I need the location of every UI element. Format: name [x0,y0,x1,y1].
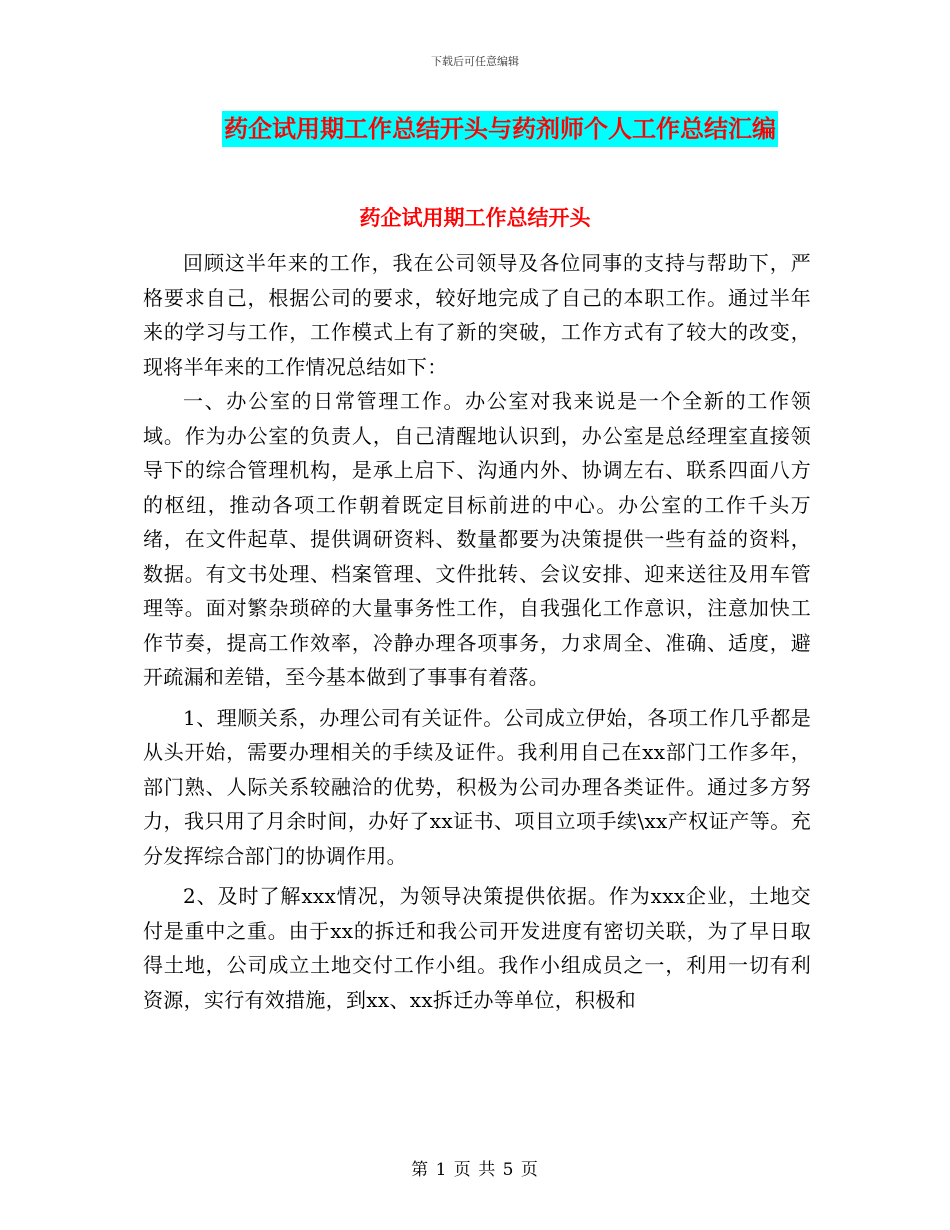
document-title-container [0,111,950,147]
paragraph-item-2: 2、及时了解xxx情况，为领导决策提供依据。作为xxx企业，土地交付是重中之重。由于xx的拆迁和我公司开发进度有密切关联，为了早日取得土地，公司成立土地交付工作小组。我作小组成员之一，利用一切有利资源，实行有效措施，到xx、xx拆迁办等单位，积极和 [143,884,811,1012]
section-title: 药企试用期工作总结开头 [359,206,591,230]
page-header-note: 下载后可任意编辑 [431,55,519,68]
paragraph-intro: 回顾这半年来的工作，我在公司领导及各位同事的支持与帮助下，严格要求自己，根据公司的要求，较好地完成了自己的本职工作。通过半年来的学习与工作，工作模式上有了新的突破，工作方式有了较大的改变，现将半年来的工作情况总结如下： [143,251,811,379]
paragraph-item-1: 1、理顺关系，办理公司有关证件。公司成立伊始，各项工作几乎都是从头开始，需要办理相关的手续及证件。我利用自己在xx部门工作多年，部门熟、人际关系较融洽的优势，积极为公司办理各类证件。通过多方努力，我只用了月余时间，办好了xx证书、项目立项手续\xx产权证产等。充分发挥综合部门的协调作用。 [143,705,811,868]
body-text [143,246,811,1017]
paragraph-office-management: 一、办公室的日常管理工作。办公室对我来说是一个全新的工作领域。作为办公室的负责人，自己清醒地认识到，办公室是总经理室直接领导下的综合管理机构，是承上启下、沟通内外、协调左右、联系四面八方的枢纽，推动各项工作朝着既定目标前进的中心。办公室的工作千头万绪，在文件起草、提供调研资料、数量都要为决策提供一些有益的资料，数据。有文书处理、档案管理、文件批转、会议安排、迎来送往及用车管理等。面对繁杂琐碎的大量事务性工作，自我强化工作意识，注意加快工作节奏，提高工作效率，冷静办理各项事务，力求周全、准确、适度，避开疏漏和差错，至今基本做到了事事有着落。 [143,389,811,689]
page-footer: 第 1 页 共 5 页 [411,1160,539,1180]
document-title: 药企试用期工作总结开头与药剂师个人工作总结汇编 [222,111,778,147]
